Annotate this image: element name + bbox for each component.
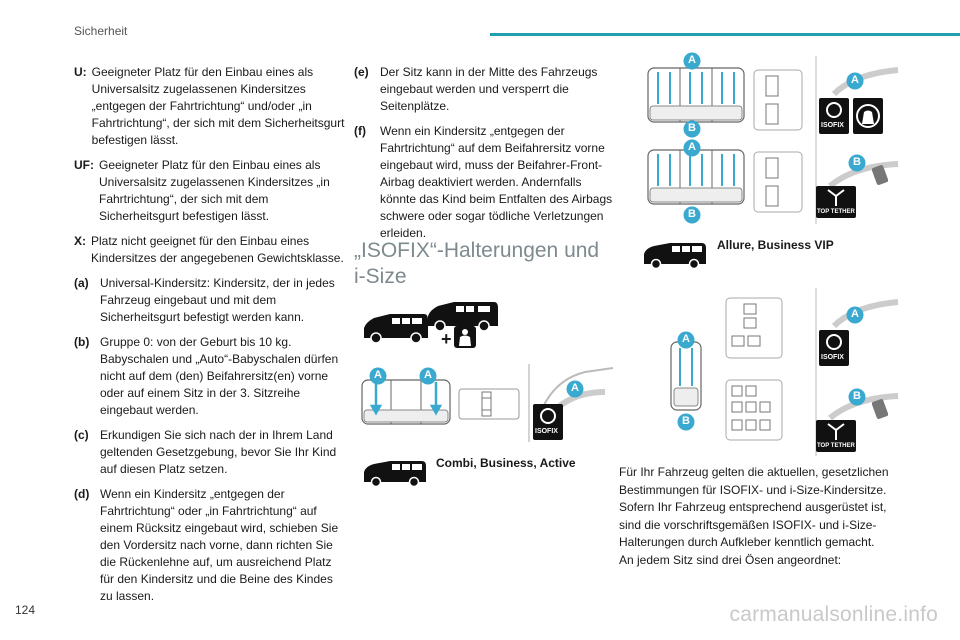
van-icon: [642, 240, 708, 270]
marker-b-label: B: [688, 208, 696, 220]
definition-text: Geeigneter Platz für den Einbau eines als Universalsitz zugelassenen Kindersitzes „entgegen der Fahrtrichtung“ und/oder „in Fahrtrichtung“, der sich mit dem Sicherheitsgurt befestigen lässt.: [91, 65, 345, 147]
definition-key: (b): [74, 335, 90, 349]
marker-b-label: B: [853, 390, 861, 402]
isofix-badge-label: ISOFIX: [821, 354, 844, 361]
definition-text: Der Sitz kann in der Mitte des Fahrzeugs eingebaut werden und versperrt die Seitenplätze.: [380, 65, 598, 113]
marker-a-label: A: [374, 369, 382, 381]
watermark-text: carmanualsonline.info: [729, 603, 938, 626]
marker-a-label: A: [688, 54, 696, 66]
definition-key: (d): [74, 487, 90, 501]
definition-key: (c): [74, 428, 89, 442]
definition-item: [74, 64, 346, 149]
caption-combi: Combi, Business, Active: [436, 456, 576, 470]
definition-text: Geeigneter Platz für den Einbau eines als Universalsitz zugelassenen Kindersitzes „in Fahrtrichtung“, der sich mit dem Sicherheitsgurt befestigen lässt.: [99, 158, 330, 223]
intro-paragraph: An jedem Sitz sind drei Ösen angeordnet:: [619, 552, 842, 567]
definition-key: (e): [354, 65, 369, 79]
column-right-text: [619, 464, 895, 569]
definition-key: X:: [74, 234, 86, 248]
single-seat-diagram: [668, 340, 704, 412]
definition-text: Gruppe 0: von der Geburt bis 10 kg. Babyschalen und „Auto“-Babyschalen dürfen nicht auf dem (den) Beifahrersitz(en) vorne oder auf einem Sitz in der 3. Sitzreihe eingebaut werden.: [100, 335, 339, 417]
header-section-label: Sicherheit: [74, 24, 128, 38]
definition-item: [74, 233, 346, 267]
van-pair-illustration: [362, 300, 502, 352]
van-icon: [362, 458, 428, 488]
column-middle: [354, 64, 616, 250]
floor-plan-diagram: [724, 296, 784, 444]
definition-item: [74, 275, 346, 326]
section-title: „ISOFIX“-Halterungen und i-Size: [354, 239, 600, 288]
definition-text: Wenn ein Kindersitz „entgegen der Fahrtrichtung“ auf dem Beifahrersitz vorne eingebaut wird, muss der Beifahrer-Front-Airbag deaktiviert werden. Andernfalls könnte das Kind beim Entfalten des Airbags schwere oder sogar tödliche Verletzungen erleiden.: [380, 124, 613, 240]
definition-text: Erkundigen Sie sich nach der in Ihrem Land geltenden Gesetzgebung, bevor Sie Ihr Kind auf diesen Platz setzen.: [100, 428, 337, 476]
definition-item: [354, 123, 616, 242]
isofix-badge-label: ISOFIX: [821, 122, 844, 129]
isize-seat-badge-icon: [853, 98, 883, 134]
floor-plan-diagram: [752, 68, 804, 218]
definition-item: [354, 64, 616, 115]
definition-text: Wenn ein Kindersitz „entgegen der Fahrtrichtung“ oder „in Fahrtrichtung“ auf einem Rücksitz eingebaut wird, schieben Sie den Vordersitz nach vorne, dann richten Sie die Rückenlehne auf, um ausreichend Platz für den Kindersitz und die Beine des Kindes zu lassen.: [100, 487, 339, 603]
marker-a-label: A: [424, 369, 432, 381]
anchor-hook-icon: [872, 164, 888, 186]
marker-b-label: B: [853, 156, 861, 168]
intro-paragraph: Für Ihr Fahrzeug gelten die aktuellen, gesetzlichen Bestimmungen für ISOFIX- und i-Size-Kindersitze. Sofern Ihr Fahrzeug entsprechend ausgerüstet ist, sind die vorschriftsgemäßen ISOFIX- und i-Size-Halterungen durch Aufkleber kenntlich gemacht.: [619, 465, 889, 549]
definition-item: [74, 157, 346, 225]
isofix-badge-label: ISOFIX: [535, 428, 558, 435]
definition-item: [74, 334, 346, 419]
marker-a-label: A: [682, 333, 690, 345]
floor-plan-diagram: [458, 388, 520, 420]
bench-seat-diagram: [646, 64, 746, 126]
definition-text: Universal-Kindersitz: Kindersitz, der in jedes Fahrzeug eingebaut und mit dem Sicherheitsgurt befestigt werden kann.: [100, 276, 335, 324]
van-icon: [364, 314, 428, 343]
plus-sign: +: [441, 329, 452, 349]
child-seat-icon: [454, 326, 476, 348]
marker-b-label: B: [688, 122, 696, 134]
anchor-hook-icon: [872, 398, 888, 420]
marker-a-label: A: [851, 74, 859, 86]
top-tether-badge-label: TOP TETHER: [817, 443, 855, 449]
definition-key: (a): [74, 276, 89, 290]
page-number: 124: [15, 603, 36, 617]
marker-a-label: A: [851, 308, 859, 320]
caption-allure: Allure, Business VIP: [717, 238, 834, 252]
marker-b-label: B: [682, 415, 690, 427]
definition-item: [74, 486, 346, 605]
column-left: [74, 64, 346, 613]
header-accent-bar: [490, 33, 960, 36]
top-tether-badge-label: TOP TETHER: [817, 209, 855, 215]
definition-key: (f): [354, 124, 366, 138]
marker-a-label: A: [571, 382, 579, 394]
definition-text: Platz nicht geeignet für den Einbau eines Kindersitzes der angegebenen Gewichtsklasse.: [91, 234, 344, 265]
marker-a-label: A: [688, 141, 696, 153]
definition-key: U:: [74, 65, 87, 79]
definition-item: [74, 427, 346, 478]
definition-key: UF:: [74, 158, 94, 172]
